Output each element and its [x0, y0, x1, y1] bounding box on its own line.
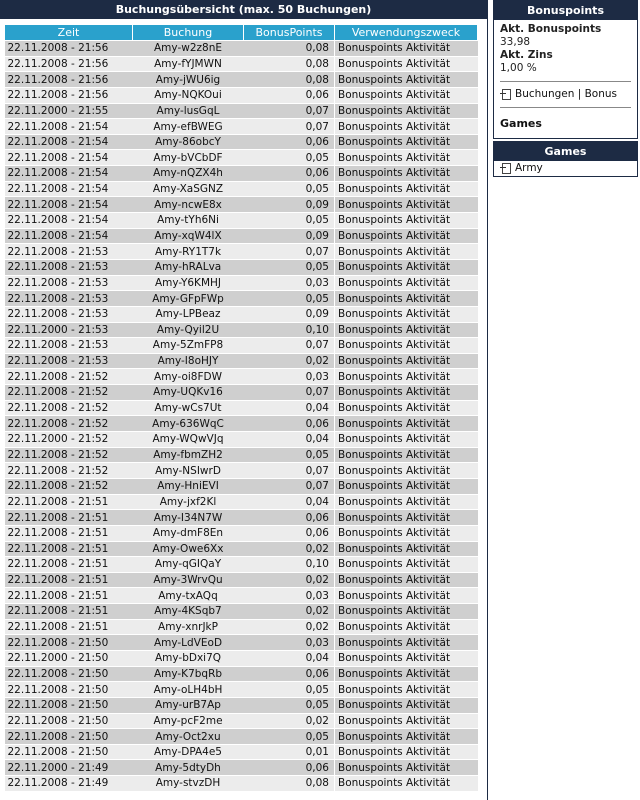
- cell-zeit: 22.11.2008 - 21:51: [5, 525, 133, 541]
- cell-buchung: Amy-dmF8En: [133, 525, 244, 541]
- cell-bonuspoints: 0,03: [244, 275, 335, 291]
- cell-zeit: 22.11.2008 - 21:51: [5, 588, 133, 604]
- cell-buchung: Amy-GFpFWp: [133, 291, 244, 307]
- cell-zeit: 22.11.2008 - 21:50: [5, 666, 133, 682]
- table-row: [5, 56, 478, 72]
- cell-buchung: Amy-5dtyDh: [133, 760, 244, 776]
- column-header-verwendungszweck[interactable]: Verwendungszweck: [335, 25, 478, 41]
- cell-bonuspoints: 0,07: [244, 385, 335, 401]
- cell-zeit: 22.11.2008 - 21:52: [5, 400, 133, 416]
- cell-zeit: 22.11.2008 - 21:54: [5, 228, 133, 244]
- cell-bonuspoints: 0,06: [244, 87, 335, 103]
- cell-buchung: Amy-pcF2me: [133, 713, 244, 729]
- cell-verwendungszweck: Bonuspoints Aktivität: [335, 275, 478, 291]
- table-row: [5, 87, 478, 103]
- cell-buchung: Amy-636WqC: [133, 416, 244, 432]
- cell-verwendungszweck: Bonuspoints Aktivität: [335, 385, 478, 401]
- cell-bonuspoints: 0,03: [244, 635, 335, 651]
- buchungen-bonus-link-text[interactable]: Buchungen | Bonus: [515, 88, 617, 100]
- cell-bonuspoints: 0,09: [244, 306, 335, 322]
- divider: [500, 107, 631, 108]
- cell-verwendungszweck: Bonuspoints Aktivität: [335, 713, 478, 729]
- cell-zeit: 22.11.2008 - 21:51: [5, 619, 133, 635]
- cell-buchung: Amy-lusGqL: [133, 103, 244, 119]
- cell-bonuspoints: 0,05: [244, 181, 335, 197]
- cell-zeit: 22.11.2008 - 21:52: [5, 385, 133, 401]
- cell-buchung: Amy-LdVEoD: [133, 635, 244, 651]
- cell-verwendungszweck: Bonuspoints Aktivität: [335, 181, 478, 197]
- cell-bonuspoints: 0,02: [244, 541, 335, 557]
- cell-buchung: Amy-xnrJkP: [133, 619, 244, 635]
- cell-bonuspoints: 0,07: [244, 463, 335, 479]
- cell-zeit: 22.11.2008 - 21:53: [5, 291, 133, 307]
- cell-bonuspoints: 0,09: [244, 197, 335, 213]
- cell-verwendungszweck: Bonuspoints Aktivität: [335, 478, 478, 494]
- cell-verwendungszweck: Bonuspoints Aktivität: [335, 338, 478, 354]
- cell-verwendungszweck: Bonuspoints Aktivität: [335, 103, 478, 119]
- cell-verwendungszweck: Bonuspoints Aktivität: [335, 666, 478, 682]
- cell-buchung: Amy-RY1T7k: [133, 244, 244, 260]
- cell-bonuspoints: 0,05: [244, 213, 335, 229]
- cell-zeit: 22.11.2008 - 21:54: [5, 166, 133, 182]
- cell-bonuspoints: 0,06: [244, 760, 335, 776]
- cell-zeit: 22.11.2008 - 21:52: [5, 478, 133, 494]
- games-panel: [493, 141, 638, 177]
- cell-buchung: Amy-hRALva: [133, 259, 244, 275]
- table-row: [5, 650, 478, 666]
- table-row: [5, 494, 478, 510]
- cell-buchung: Amy-oLH4bH: [133, 682, 244, 698]
- cell-bonuspoints: 0,08: [244, 41, 335, 57]
- cell-verwendungszweck: Bonuspoints Aktivität: [335, 510, 478, 526]
- table-row: [5, 259, 478, 275]
- cell-bonuspoints: 0,05: [244, 150, 335, 166]
- cell-bonuspoints: 0,04: [244, 650, 335, 666]
- cell-zeit: 22.11.2008 - 21:56: [5, 41, 133, 57]
- cell-verwendungszweck: Bonuspoints Aktivität: [335, 572, 478, 588]
- cell-verwendungszweck: Bonuspoints Aktivität: [335, 119, 478, 135]
- cell-buchung: Amy-I34N7W: [133, 510, 244, 526]
- cell-zeit: 22.11.2008 - 21:54: [5, 197, 133, 213]
- cell-verwendungszweck: Bonuspoints Aktivität: [335, 306, 478, 322]
- cell-zeit: 22.11.2008 - 21:50: [5, 744, 133, 760]
- cell-buchung: Amy-txAQq: [133, 588, 244, 604]
- cell-bonuspoints: 0,08: [244, 72, 335, 88]
- cell-buchung: Amy-efBWEG: [133, 119, 244, 135]
- cell-zeit: 22.11.2008 - 21:52: [5, 463, 133, 479]
- cell-verwendungszweck: Bonuspoints Aktivität: [335, 463, 478, 479]
- table-row: [5, 150, 478, 166]
- table-row: [5, 604, 478, 620]
- table-row: [5, 72, 478, 88]
- cell-verwendungszweck: Bonuspoints Aktivität: [335, 494, 478, 510]
- cell-bonuspoints: 0,02: [244, 619, 335, 635]
- cell-verwendungszweck: Bonuspoints Aktivität: [335, 150, 478, 166]
- cell-verwendungszweck: Bonuspoints Aktivität: [335, 525, 478, 541]
- table-row: [5, 103, 478, 119]
- cell-buchung: Amy-bDxi7Q: [133, 650, 244, 666]
- table-row: [5, 729, 478, 745]
- cell-zeit: 22.11.2000 - 21:53: [5, 322, 133, 338]
- cell-buchung: Amy-nQZX4h: [133, 166, 244, 182]
- cell-verwendungszweck: Bonuspoints Aktivität: [335, 619, 478, 635]
- cell-bonuspoints: 0,10: [244, 322, 335, 338]
- cell-buchung: Amy-3WrvQu: [133, 572, 244, 588]
- cell-buchung: Amy-Oct2xu: [133, 729, 244, 745]
- table-row: [5, 619, 478, 635]
- cell-verwendungszweck: Bonuspoints Aktivität: [335, 56, 478, 72]
- cell-verwendungszweck: Bonuspoints Aktivität: [335, 588, 478, 604]
- cell-buchung: Amy-qGIQaY: [133, 557, 244, 573]
- cell-verwendungszweck: Bonuspoints Aktivität: [335, 776, 478, 792]
- cell-buchung: Amy-NQKOui: [133, 87, 244, 103]
- booking-table: [4, 24, 478, 792]
- cell-bonuspoints: 0,06: [244, 525, 335, 541]
- table-row: [5, 228, 478, 244]
- table-row: [5, 338, 478, 354]
- table-row: [5, 713, 478, 729]
- cell-buchung: Amy-xqW4lX: [133, 228, 244, 244]
- cell-zeit: 22.11.2008 - 21:51: [5, 494, 133, 510]
- table-row: [5, 166, 478, 182]
- table-row: [5, 213, 478, 229]
- cell-bonuspoints: 0,07: [244, 119, 335, 135]
- table-row: [5, 635, 478, 651]
- table-row: [5, 588, 478, 604]
- cell-zeit: 22.11.2008 - 21:53: [5, 338, 133, 354]
- cell-buchung: Amy-DPA4e5: [133, 744, 244, 760]
- cell-verwendungszweck: Bonuspoints Aktivität: [335, 557, 478, 573]
- cell-buchung: Amy-oi8FDW: [133, 369, 244, 385]
- cell-bonuspoints: 0,06: [244, 666, 335, 682]
- cell-zeit: 22.11.2008 - 21:50: [5, 635, 133, 651]
- cell-verwendungszweck: Bonuspoints Aktivität: [335, 259, 478, 275]
- page-arrow-icon: [500, 163, 512, 174]
- cell-bonuspoints: 0,04: [244, 494, 335, 510]
- cell-verwendungszweck: Bonuspoints Aktivität: [335, 760, 478, 776]
- cell-bonuspoints: 0,08: [244, 776, 335, 792]
- table-row: [5, 181, 478, 197]
- cell-buchung: Amy-WQwVJq: [133, 432, 244, 448]
- cell-bonuspoints: 0,04: [244, 432, 335, 448]
- cell-bonuspoints: 0,05: [244, 697, 335, 713]
- table-row: [5, 666, 478, 682]
- cell-bonuspoints: 0,06: [244, 510, 335, 526]
- cell-zeit: 22.11.2008 - 21:53: [5, 259, 133, 275]
- cell-buchung: Amy-w2z8nE: [133, 41, 244, 57]
- cell-bonuspoints: 0,03: [244, 369, 335, 385]
- cell-bonuspoints: 0,04: [244, 400, 335, 416]
- table-row: [5, 478, 478, 494]
- cell-zeit: 22.11.2008 - 21:50: [5, 729, 133, 745]
- table-row: [5, 682, 478, 698]
- table-row: [5, 760, 478, 776]
- table-row: [5, 416, 478, 432]
- column-header-buchung[interactable]: Buchung: [133, 25, 244, 41]
- cell-buchung: Amy-stvzDH: [133, 776, 244, 792]
- table-row: [5, 353, 478, 369]
- table-row: [5, 322, 478, 338]
- cell-zeit: 22.11.2008 - 21:53: [5, 275, 133, 291]
- cell-buchung: Amy-4KSqb7: [133, 604, 244, 620]
- cell-verwendungszweck: Bonuspoints Aktivität: [335, 650, 478, 666]
- cell-verwendungszweck: Bonuspoints Aktivität: [335, 541, 478, 557]
- cell-verwendungszweck: Bonuspoints Aktivität: [335, 353, 478, 369]
- cell-bonuspoints: 0,07: [244, 103, 335, 119]
- cell-verwendungszweck: Bonuspoints Aktivität: [335, 697, 478, 713]
- cell-bonuspoints: 0,08: [244, 56, 335, 72]
- table-row: [5, 275, 478, 291]
- table-row: [5, 557, 478, 573]
- games-link[interactable]: Games: [500, 117, 542, 130]
- table-row: [5, 463, 478, 479]
- cell-verwendungszweck: Bonuspoints Aktivität: [335, 322, 478, 338]
- cell-bonuspoints: 0,06: [244, 416, 335, 432]
- cell-buchung: Amy-Qyil2U: [133, 322, 244, 338]
- table-row: [5, 385, 478, 401]
- points-value: 33,98: [500, 36, 531, 48]
- zins-value: 1,00 %: [500, 62, 537, 74]
- cell-bonuspoints: 0,05: [244, 291, 335, 307]
- cell-verwendungszweck: Bonuspoints Aktivität: [335, 291, 478, 307]
- cell-buchung: Amy-wCs7Ut: [133, 400, 244, 416]
- cell-zeit: 22.11.2000 - 21:52: [5, 432, 133, 448]
- table-row: [5, 510, 478, 526]
- cell-zeit: 22.11.2008 - 21:53: [5, 306, 133, 322]
- cell-verwendungszweck: Bonuspoints Aktivität: [335, 635, 478, 651]
- cell-zeit: 22.11.2008 - 21:54: [5, 181, 133, 197]
- cell-buchung: Amy-jxf2Kl: [133, 494, 244, 510]
- table-row: [5, 541, 478, 557]
- cell-zeit: 22.11.2000 - 21:49: [5, 760, 133, 776]
- cell-verwendungszweck: Bonuspoints Aktivität: [335, 400, 478, 416]
- games-title: Games: [494, 142, 637, 161]
- cell-verwendungszweck: Bonuspoints Aktivität: [335, 228, 478, 244]
- table-row: [5, 306, 478, 322]
- cell-buchung: Amy-5ZmFP8: [133, 338, 244, 354]
- cell-zeit: 22.11.2008 - 21:54: [5, 213, 133, 229]
- cell-buchung: Amy-K7bqRb: [133, 666, 244, 682]
- table-row: [5, 572, 478, 588]
- table-row: [5, 291, 478, 307]
- cell-bonuspoints: 0,05: [244, 729, 335, 745]
- cell-verwendungszweck: Bonuspoints Aktivität: [335, 744, 478, 760]
- cell-verwendungszweck: Bonuspoints Aktivität: [335, 213, 478, 229]
- table-row: [5, 244, 478, 260]
- cell-buchung: Amy-86obcY: [133, 134, 244, 150]
- cell-buchung: Amy-fbmZH2: [133, 447, 244, 463]
- cell-buchung: Amy-ncwE8x: [133, 197, 244, 213]
- cell-verwendungszweck: Bonuspoints Aktivität: [335, 432, 478, 448]
- cell-zeit: 22.11.2008 - 21:52: [5, 369, 133, 385]
- game-item-label[interactable]: Army: [515, 162, 543, 174]
- cell-zeit: 22.11.2008 - 21:51: [5, 604, 133, 620]
- cell-verwendungszweck: Bonuspoints Aktivität: [335, 604, 478, 620]
- cell-zeit: 22.11.2008 - 21:54: [5, 150, 133, 166]
- cell-zeit: 22.11.2008 - 21:50: [5, 713, 133, 729]
- table-row: [5, 447, 478, 463]
- cell-verwendungszweck: Bonuspoints Aktivität: [335, 41, 478, 57]
- points-label: Akt. Bonuspoints: [500, 23, 602, 35]
- cell-verwendungszweck: Bonuspoints Aktivität: [335, 87, 478, 103]
- cell-zeit: 22.11.2008 - 21:51: [5, 572, 133, 588]
- booking-table-body: [5, 41, 478, 792]
- table-row: [5, 744, 478, 760]
- cell-zeit: 22.11.2008 - 21:52: [5, 416, 133, 432]
- cell-zeit: 22.11.2008 - 21:53: [5, 353, 133, 369]
- table-row: [5, 369, 478, 385]
- cell-verwendungszweck: Bonuspoints Aktivität: [335, 447, 478, 463]
- cell-zeit: 22.11.2008 - 21:54: [5, 134, 133, 150]
- cell-bonuspoints: 0,03: [244, 588, 335, 604]
- bonuspoints-panel: [493, 0, 638, 139]
- table-row: [5, 119, 478, 135]
- table-row: [5, 41, 478, 57]
- cell-buchung: Amy-Y6KMHJ: [133, 275, 244, 291]
- cell-verwendungszweck: Bonuspoints Aktivität: [335, 72, 478, 88]
- cell-bonuspoints: 0,07: [244, 338, 335, 354]
- table-row: [5, 197, 478, 213]
- cell-verwendungszweck: Bonuspoints Aktivität: [335, 369, 478, 385]
- cell-buchung: Amy-fYJMWN: [133, 56, 244, 72]
- cell-bonuspoints: 0,06: [244, 134, 335, 150]
- cell-zeit: 22.11.2008 - 21:51: [5, 510, 133, 526]
- cell-bonuspoints: 0,02: [244, 713, 335, 729]
- cell-buchung: Amy-I8oHJY: [133, 353, 244, 369]
- bonuspoints-title: Bonuspoints: [494, 1, 637, 20]
- cell-zeit: 22.11.2008 - 21:50: [5, 682, 133, 698]
- table-row: [5, 697, 478, 713]
- cell-zeit: 22.11.2000 - 21:50: [5, 650, 133, 666]
- cell-bonuspoints: 0,09: [244, 228, 335, 244]
- cell-buchung: Amy-UQKv16: [133, 385, 244, 401]
- zins-label: Akt. Zins: [500, 49, 553, 61]
- cell-verwendungszweck: Bonuspoints Aktivität: [335, 416, 478, 432]
- column-header-bonuspoints[interactable]: BonusPoints: [244, 25, 335, 41]
- cell-verwendungszweck: Bonuspoints Aktivität: [335, 166, 478, 182]
- table-header-row: [5, 25, 478, 41]
- cell-bonuspoints: 0,07: [244, 244, 335, 260]
- cell-buchung: Amy-XaSGNZ: [133, 181, 244, 197]
- cell-bonuspoints: 0,02: [244, 604, 335, 620]
- cell-buchung: Amy-jWU6ig: [133, 72, 244, 88]
- cell-bonuspoints: 0,05: [244, 447, 335, 463]
- cell-buchung: Amy-tYh6Ni: [133, 213, 244, 229]
- cell-zeit: 22.11.2008 - 21:56: [5, 56, 133, 72]
- cell-zeit: 22.11.2008 - 21:54: [5, 119, 133, 135]
- cell-zeit: 22.11.2008 - 21:56: [5, 72, 133, 88]
- cell-buchung: Amy-Owe6Xx: [133, 541, 244, 557]
- cell-bonuspoints: 0,07: [244, 478, 335, 494]
- cell-buchung: Amy-bVCbDF: [133, 150, 244, 166]
- buchungen-bonus-link[interactable]: [500, 88, 631, 101]
- cell-zeit: 22.11.2008 - 21:51: [5, 557, 133, 573]
- cell-buchung: Amy-HniEVI: [133, 478, 244, 494]
- cell-zeit: 22.11.2000 - 21:55: [5, 103, 133, 119]
- cell-verwendungszweck: Bonuspoints Aktivität: [335, 682, 478, 698]
- table-row: [5, 432, 478, 448]
- cell-bonuspoints: 0,01: [244, 744, 335, 760]
- game-item-army[interactable]: [494, 161, 637, 175]
- cell-bonuspoints: 0,05: [244, 682, 335, 698]
- cell-bonuspoints: 0,02: [244, 353, 335, 369]
- column-header-zeit[interactable]: Zeit: [5, 25, 133, 41]
- cell-verwendungszweck: Bonuspoints Aktivität: [335, 134, 478, 150]
- cell-buchung: Amy-urB7Ap: [133, 697, 244, 713]
- booking-overview-title: Buchungsübersicht (max. 50 Buchungen): [0, 0, 487, 19]
- cell-zeit: 22.11.2008 - 21:50: [5, 697, 133, 713]
- cell-zeit: 22.11.2008 - 21:49: [5, 776, 133, 792]
- table-row: [5, 134, 478, 150]
- cell-buchung: Amy-NSIwrD: [133, 463, 244, 479]
- table-row: [5, 776, 478, 792]
- table-row: [5, 400, 478, 416]
- cell-bonuspoints: 0,05: [244, 259, 335, 275]
- cell-bonuspoints: 0,02: [244, 572, 335, 588]
- cell-zeit: 22.11.2008 - 21:53: [5, 244, 133, 260]
- cell-buchung: Amy-LPBeaz: [133, 306, 244, 322]
- divider: [500, 81, 631, 82]
- cell-verwendungszweck: Bonuspoints Aktivität: [335, 244, 478, 260]
- cell-verwendungszweck: Bonuspoints Aktivität: [335, 197, 478, 213]
- cell-verwendungszweck: Bonuspoints Aktivität: [335, 729, 478, 745]
- cell-zeit: 22.11.2008 - 21:51: [5, 541, 133, 557]
- cell-bonuspoints: 0,06: [244, 166, 335, 182]
- cell-zeit: 22.11.2008 - 21:52: [5, 447, 133, 463]
- cell-bonuspoints: 0,10: [244, 557, 335, 573]
- cell-zeit: 22.11.2008 - 21:56: [5, 87, 133, 103]
- page-arrow-icon: [500, 89, 512, 100]
- table-row: [5, 525, 478, 541]
